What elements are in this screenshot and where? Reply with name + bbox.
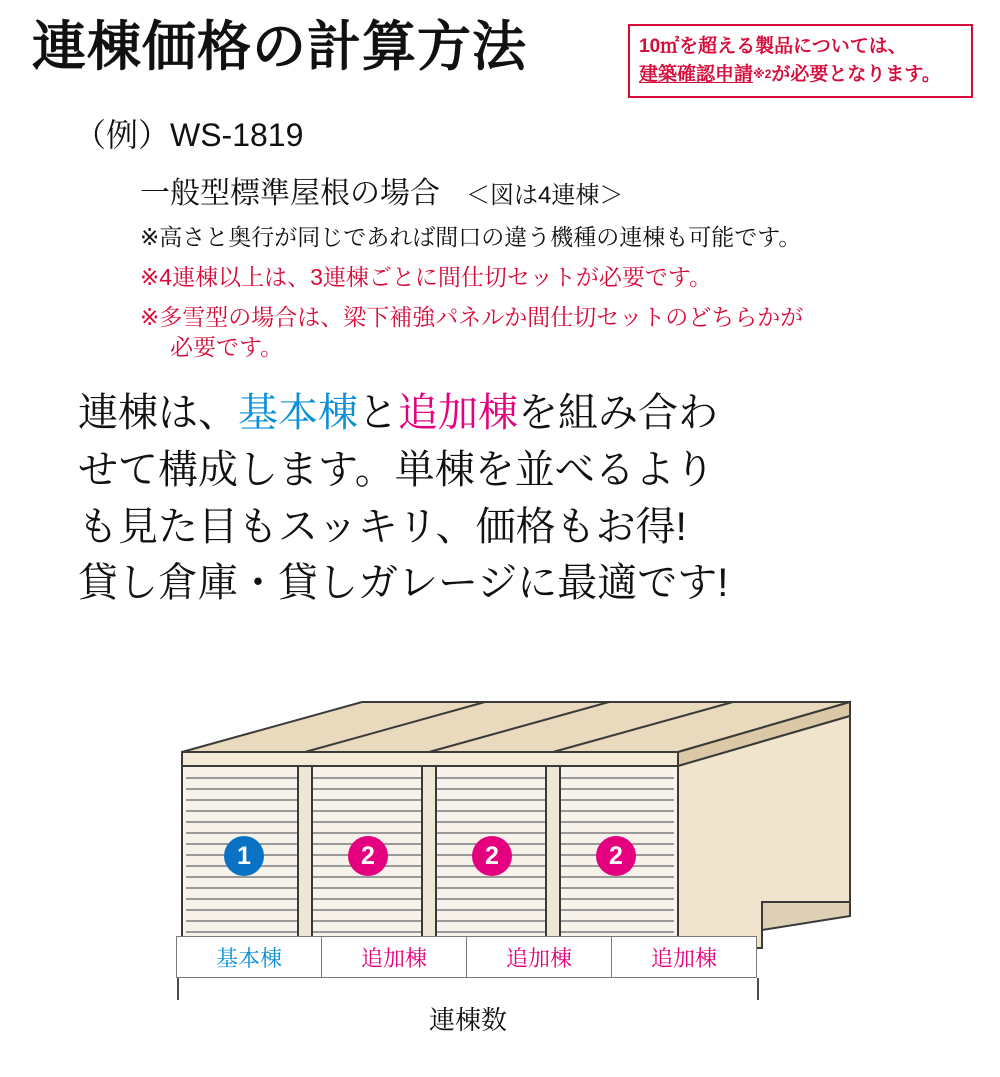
roof-type-text: 一般型標準屋根の場合: [140, 177, 440, 210]
notice-box: [628, 24, 973, 98]
unit-label-base: 基本棟: [176, 936, 322, 978]
lead-line-1-a: 連棟は、: [78, 391, 238, 435]
lead-line-2: せて構成します。単棟を並べるより: [78, 447, 715, 492]
unit-label-add-1: 追加棟: [321, 936, 467, 978]
notice-line-2-rest: が必要となります。: [771, 63, 941, 85]
notice-emphasis: 建築確認申請: [639, 63, 754, 85]
unit-badge-1: 1: [224, 836, 264, 876]
note-depth-width: ※高さと奥行が同じであれば間口の違う機種の連棟も可能です。: [140, 224, 802, 250]
unit-badge-2: 2: [348, 836, 388, 876]
lead-paragraph: [78, 385, 728, 612]
note-snow-type-line1: ※多雪型の場合は、梁下補強パネルか間仕切セットのどちらかが: [140, 304, 804, 330]
notice-superscript: ※2: [753, 66, 772, 81]
note-snow-type: [140, 302, 980, 363]
unit-label-row: [176, 936, 757, 978]
lead-line-1-b: と: [358, 391, 398, 435]
lead-line-1: [78, 385, 728, 442]
note-snow-type-line2: 必要です。: [170, 334, 284, 361]
page-title: 連棟価格の計算方法: [32, 17, 527, 77]
figure-caption-note: ＜図は4連棟＞: [466, 182, 624, 209]
lead-line-3: も見た目もスッキリ、価格もお得!: [78, 504, 687, 549]
note-partition-set: ※4連棟以上は、3連棟ごとに間仕切セットが必要です。: [140, 264, 713, 290]
unit-label-add-3: 追加棟: [611, 936, 757, 978]
unit-badge-4: 2: [596, 836, 636, 876]
unit-label-add-2: 追加棟: [466, 936, 612, 978]
lead-base-unit: 基本棟: [238, 391, 358, 435]
unit-badge-3: 2: [472, 836, 512, 876]
dimension-line: [176, 978, 760, 1046]
lead-line-4: 貸し倉庫・貸しガレージに最適です!: [78, 561, 729, 606]
example-model: （例）WS-1819: [74, 117, 304, 153]
lead-line-1-c: を組み合わ: [518, 391, 718, 435]
dimension-label: 連棟数: [176, 1000, 760, 1037]
notice-line-1: 10㎡を超える製品については、: [639, 36, 907, 57]
lead-additional-unit: 追加棟: [398, 391, 518, 435]
example-roof-type: [140, 168, 623, 212]
notice-line-2: [639, 61, 963, 89]
